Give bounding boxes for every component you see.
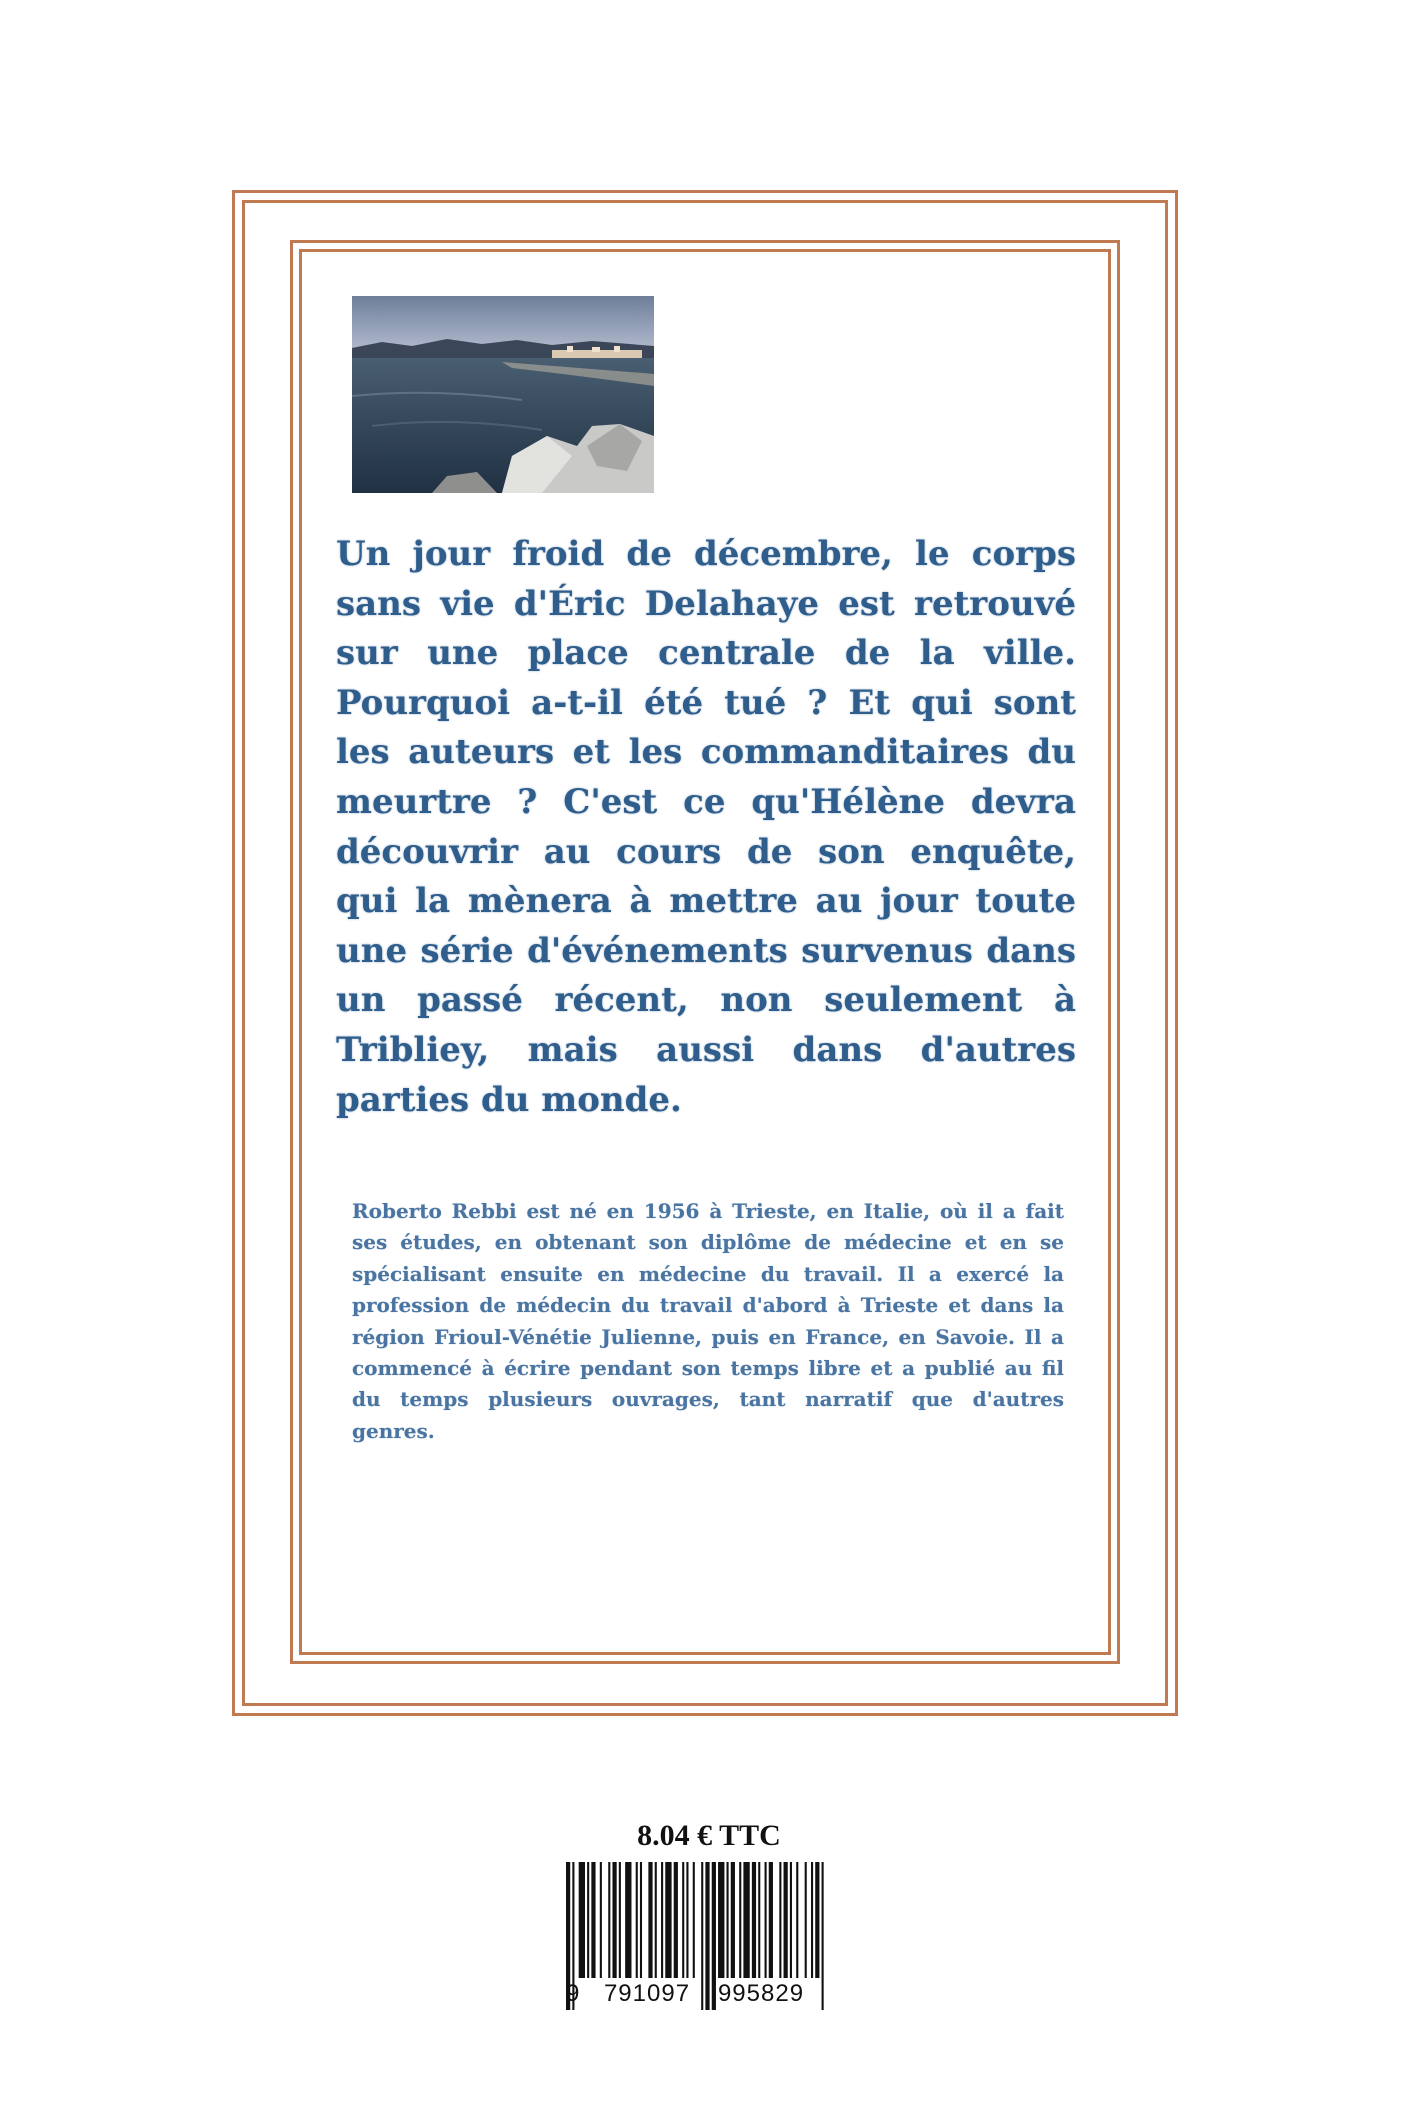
barcode-bar <box>674 1862 678 1978</box>
barcode-bar <box>701 1862 703 2010</box>
barcode-bar <box>758 1862 760 1978</box>
barcode-bar <box>608 1862 610 1978</box>
barcode-bar <box>743 1862 749 1978</box>
barcode-bar <box>765 1862 767 1978</box>
barcode-bar <box>784 1862 788 1978</box>
barcode-bar <box>655 1862 657 1978</box>
barcode-bar <box>796 1862 798 1978</box>
barcode-bar <box>682 1862 684 1978</box>
barcode-bar <box>815 1862 819 1978</box>
barcode-bar <box>579 1862 585 1978</box>
barcode-bar <box>640 1862 642 1978</box>
barcode-bar <box>779 1862 781 1978</box>
barcode-bar <box>718 1862 724 1978</box>
barcode-bar <box>731 1862 735 1978</box>
barcode-bar <box>752 1862 756 1978</box>
barcode-bar <box>769 1862 773 1978</box>
barcode-bar <box>790 1862 792 1978</box>
barcode-bar <box>727 1862 729 1978</box>
isbn-left-group: 791097 <box>603 1980 691 2007</box>
price-label: 8.04 € TTC <box>637 1819 781 1852</box>
barcode-bar <box>591 1862 595 1978</box>
barcode-bar <box>600 1862 602 1978</box>
barcode-bar <box>636 1862 638 1978</box>
barcode-bar <box>665 1862 671 1978</box>
barcode-bar <box>625 1862 631 1978</box>
barcode-bar <box>619 1862 621 1978</box>
isbn-right-group: 995829 <box>717 1980 805 2007</box>
barcode-bar <box>648 1862 652 1978</box>
barcode-bar <box>739 1862 741 1978</box>
synopsis-text: Un jour froid de décembre, le corps sans vie d'Éric Delahaye est retrouvé sur une place centrale de la ville. Pourquoi a-t-il été tué ? Et qui sont les auteurs et les commanditaires du meurtre ? C'est ce qu'Hélène devra découvrir au cours de son enquête, qui la mènera à mettre au jour toute une série d'événements survenus dans un passé récent, non seulement à Tribliey, mais aussi dans d'autres parties du monde. <box>336 534 1076 1120</box>
barcode-bar <box>805 1862 807 1978</box>
author-bio-text: Roberto Rebbi est né en 1956 à Trieste, en Italie, où il a fait ses études, en obtenant son diplôme de médecine et en se spécialisant ensuite en médecine du travail. Il a exercé la profession de médecin du travail d'abord à Trieste et dans la région Frioul-Vénétie Julienne, puis en France, en Savoie. Il a commencé à écrire pendant son temps libre et a publié au fil du temps plusieurs ouvrages, tant narratif que d'autres genres. <box>352 1199 1064 1443</box>
barcode-bar <box>822 1862 824 2010</box>
seaside-photo-icon <box>352 296 654 493</box>
isbn-first-digit: 9 <box>566 1980 580 2007</box>
barcode-bar <box>686 1862 688 1978</box>
barcode-bar <box>693 1862 695 1978</box>
barcode-bar <box>661 1862 663 1978</box>
barcode-bar <box>612 1862 616 1978</box>
barcode-bar <box>811 1862 813 1978</box>
barcode-bar <box>587 1862 589 1978</box>
